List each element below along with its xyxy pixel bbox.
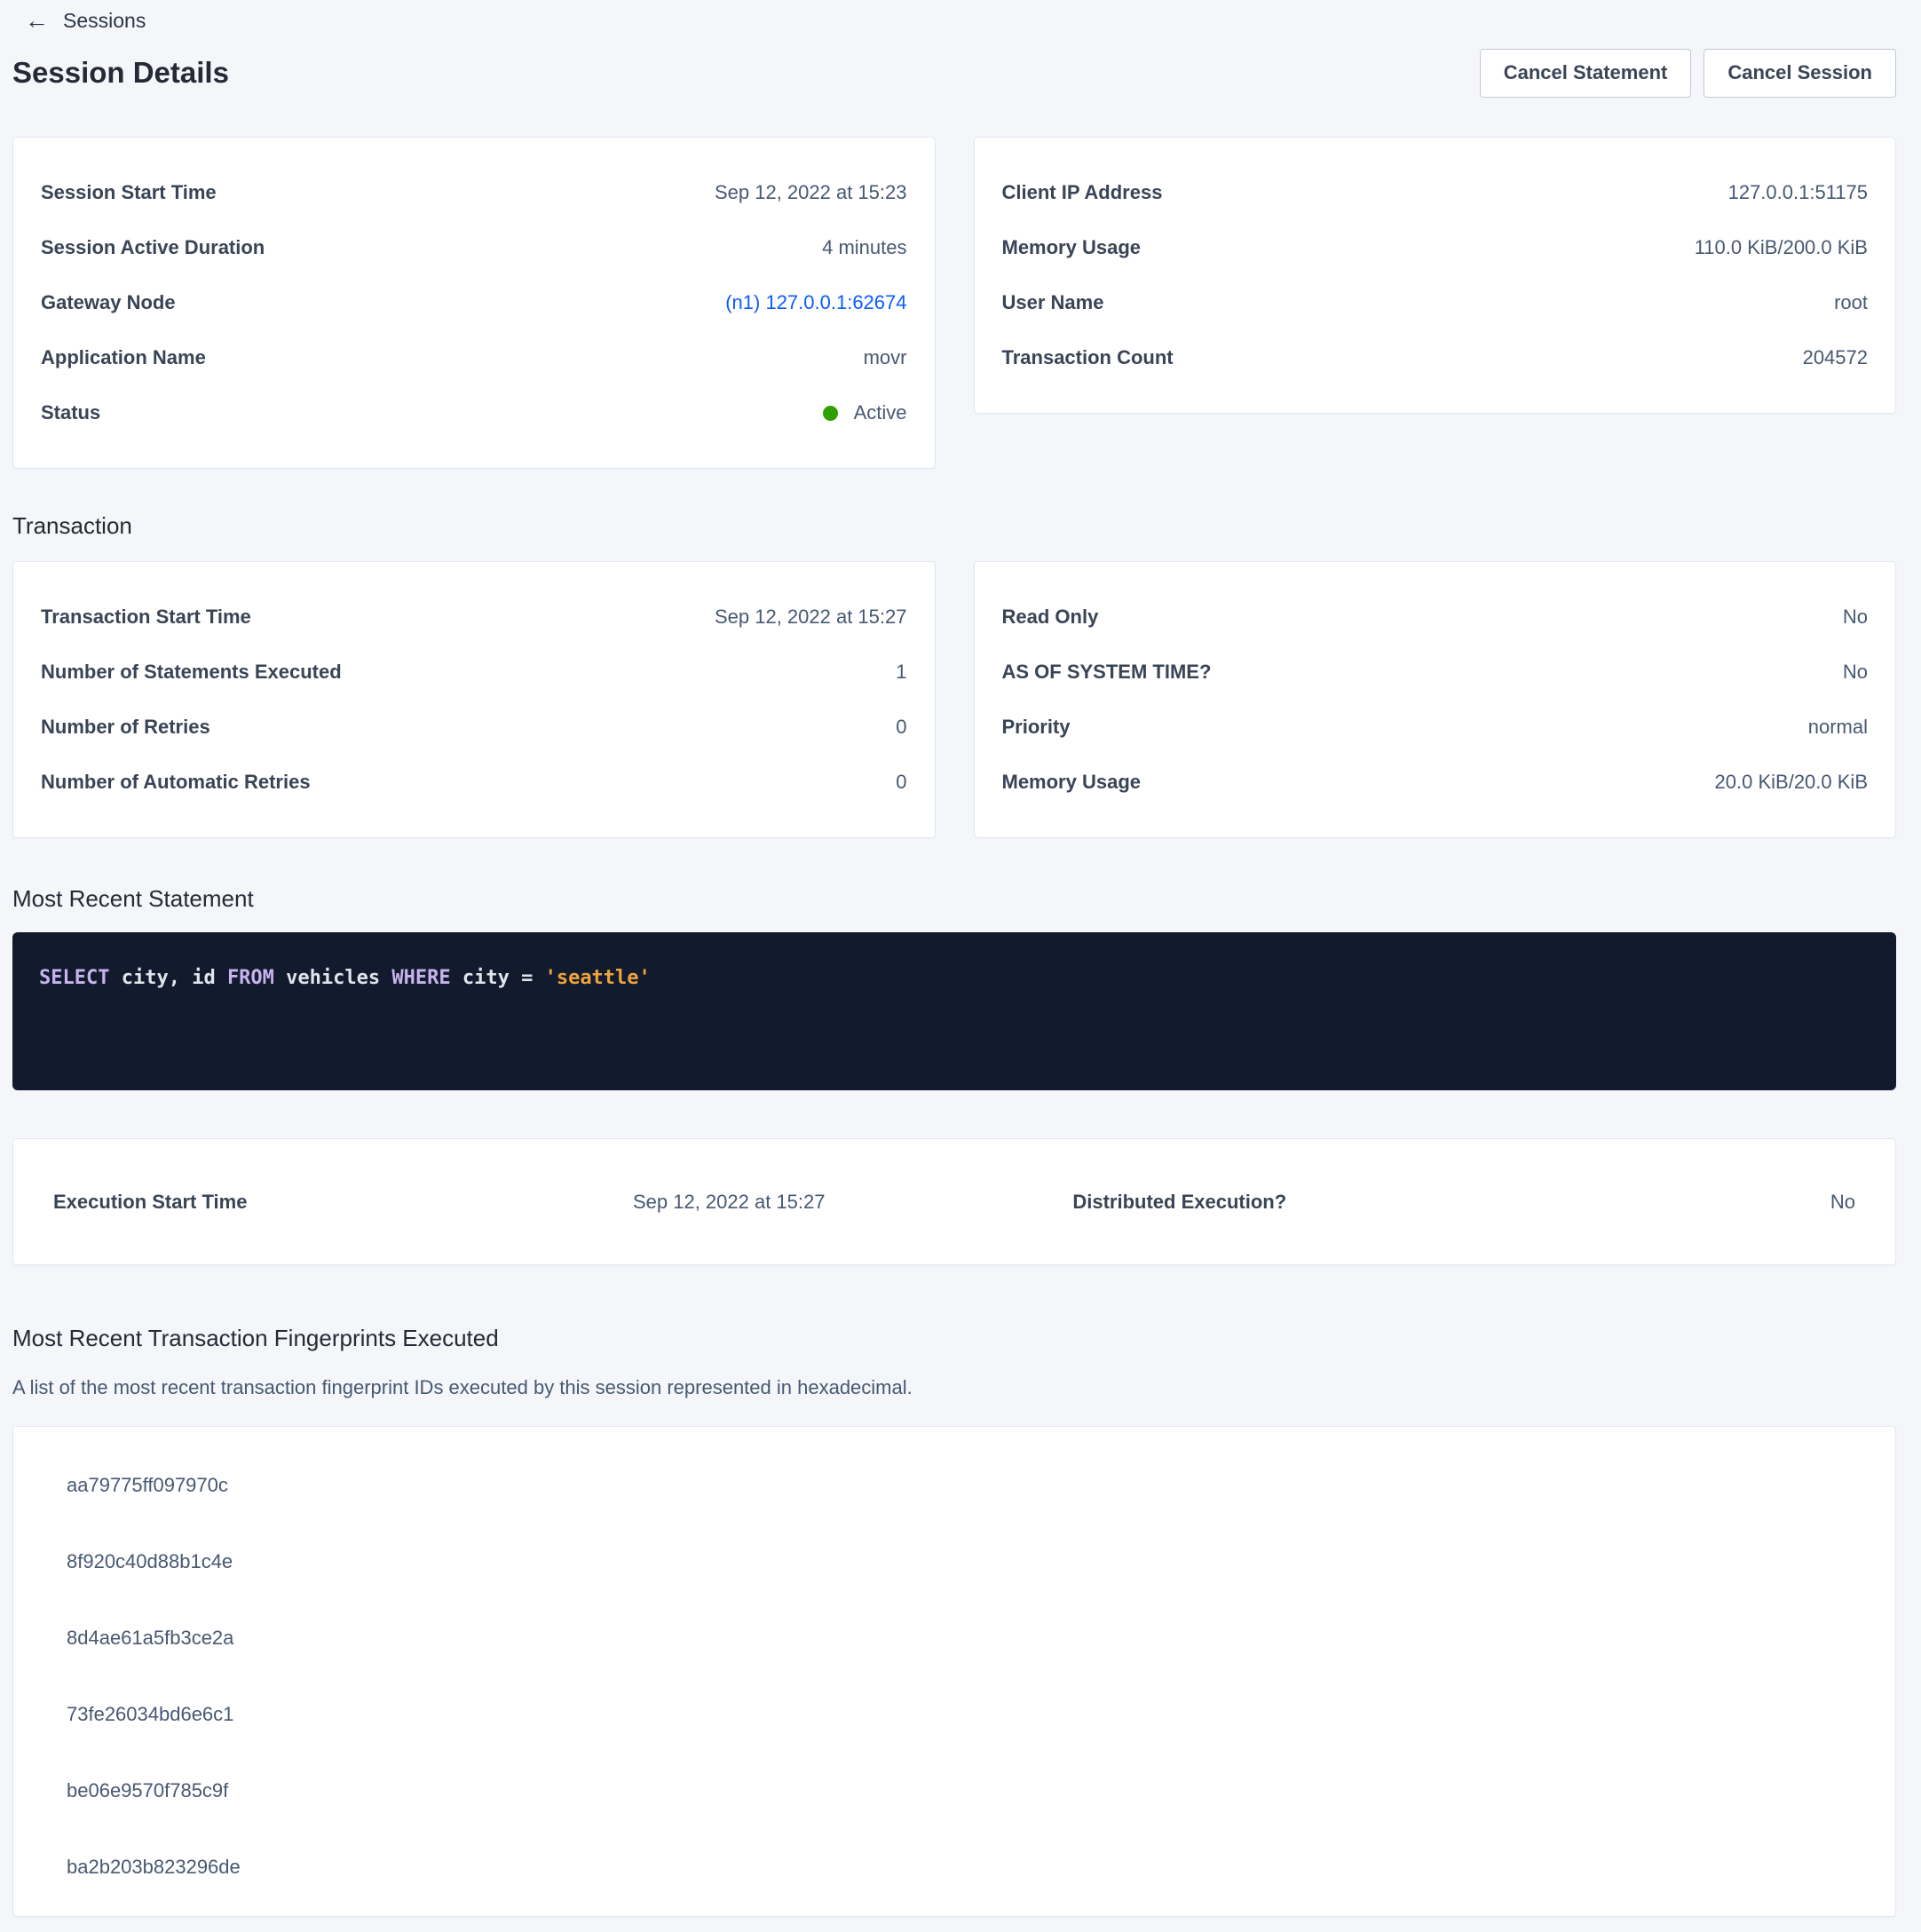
info-value: 127.0.0.1:51175 (1727, 181, 1868, 203)
status-badge (823, 401, 907, 424)
info-row (1002, 275, 1869, 330)
info-label: Transaction Count (1001, 346, 1174, 368)
status-text: Active (853, 401, 907, 424)
info-value: 110.0 KiB/200.0 KiB (1694, 236, 1868, 258)
info-row (1002, 700, 1869, 755)
info-value: 20.0 KiB/20.0 KiB (1714, 771, 1868, 793)
info-value: 4 minutes (822, 236, 907, 258)
info-label: Number of Automatic Retries (41, 771, 311, 793)
sql-statement-box (12, 932, 1896, 1090)
info-row (41, 755, 907, 810)
distributed-execution-value: No (1830, 1190, 1855, 1213)
session-overview-row (12, 137, 1896, 469)
sql-text: vehicles (273, 967, 392, 989)
info-row (1002, 220, 1869, 275)
status-active-dot-icon (823, 406, 838, 421)
info-value: normal (1807, 716, 1868, 738)
info-label: Gateway Node (41, 291, 176, 313)
transaction-section-heading: Transaction (12, 512, 132, 539)
execution-start-value: Sep 12, 2022 at 15:27 (632, 1190, 826, 1213)
info-label: Client IP Address (1001, 181, 1163, 203)
transaction-props-card (974, 561, 1897, 838)
info-label: Memory Usage (1001, 236, 1142, 258)
info-row (1002, 165, 1869, 220)
transaction-info-card (12, 561, 936, 838)
info-row (41, 330, 907, 385)
page-header (12, 48, 1896, 98)
info-value: 0 (896, 716, 907, 738)
info-label: AS OF SYSTEM TIME? (1001, 661, 1212, 683)
info-row (1002, 590, 1869, 645)
info-label: Transaction Start Time (41, 606, 251, 628)
info-label: Session Start Time (41, 181, 217, 203)
back-label: Sessions (63, 8, 146, 32)
sql-keyword: SELECT (39, 967, 110, 989)
info-row (41, 700, 907, 755)
info-value: root (1834, 291, 1868, 313)
info-label: Read Only (1001, 606, 1099, 628)
info-row (1002, 330, 1869, 385)
distributed-execution-label: Distributed Execution? (1072, 1190, 1287, 1213)
fingerprint-item: 8d4ae61a5fb3ce2a (67, 1627, 234, 1649)
info-value: 204572 (1802, 346, 1868, 368)
info-row (1002, 645, 1869, 700)
page-title: Session Details (12, 56, 229, 89)
info-value: 1 (896, 661, 907, 683)
info-row (41, 220, 907, 275)
sql-string-literal: 'seattle' (544, 967, 651, 989)
gateway-node-link[interactable]: (n1) 127.0.0.1:62674 (725, 291, 907, 313)
info-row (41, 275, 907, 330)
back-arrow-icon: ← (25, 6, 49, 34)
sql-text: city, id (109, 967, 227, 989)
info-row (41, 645, 907, 700)
cancel-statement-button[interactable]: Cancel Statement (1480, 49, 1692, 98)
info-label: Number of Statements Executed (41, 661, 342, 683)
back-to-sessions-link[interactable] (12, 7, 146, 34)
info-row (41, 385, 907, 440)
header-actions (1480, 49, 1896, 98)
sql-keyword: FROM (226, 967, 274, 989)
execution-card (12, 1138, 1896, 1265)
transaction-row (12, 561, 1896, 838)
cancel-session-button[interactable]: Cancel Session (1704, 49, 1896, 98)
info-value: No (1842, 606, 1868, 628)
sql-keyword: WHERE (391, 967, 451, 989)
info-row (1002, 755, 1869, 810)
fingerprints-section-heading: Most Recent Transaction Fingerprints Executed (12, 1325, 499, 1351)
fingerprint-item: 8f920c40d88b1c4e (67, 1550, 233, 1572)
fingerprints-card (12, 1426, 1896, 1917)
info-label: User Name (1001, 291, 1104, 313)
fingerprint-item: aa79775ff097970c (67, 1474, 228, 1496)
sql-text: city = (450, 967, 545, 989)
client-info-card (974, 137, 1897, 414)
info-label: Application Name (41, 346, 206, 368)
fingerprint-item: 73fe26034bd6e6c1 (67, 1703, 234, 1725)
info-row (41, 165, 907, 220)
info-row (41, 590, 907, 645)
info-label: Number of Retries (41, 716, 210, 738)
execution-start-label: Execution Start Time (53, 1190, 248, 1213)
fingerprint-item: ba2b203b823296de (67, 1856, 241, 1878)
statement-section-heading: Most Recent Statement (12, 885, 254, 912)
info-label: Priority (1001, 716, 1071, 738)
session-info-card (12, 137, 936, 469)
info-value: Sep 12, 2022 at 15:27 (714, 606, 907, 628)
info-value: No (1842, 661, 1868, 683)
info-label: Session Active Duration (41, 236, 265, 258)
fingerprint-item: be06e9570f785c9f (67, 1779, 229, 1801)
fingerprints-description: A list of the most recent transaction fingerprint IDs executed by this session represented in hexadecimal. (12, 1376, 913, 1398)
info-value: Sep 12, 2022 at 15:23 (714, 181, 907, 203)
info-label: Status (41, 401, 101, 424)
info-value: 0 (896, 771, 907, 793)
info-label: Memory Usage (1001, 771, 1142, 793)
info-value: movr (863, 346, 907, 368)
